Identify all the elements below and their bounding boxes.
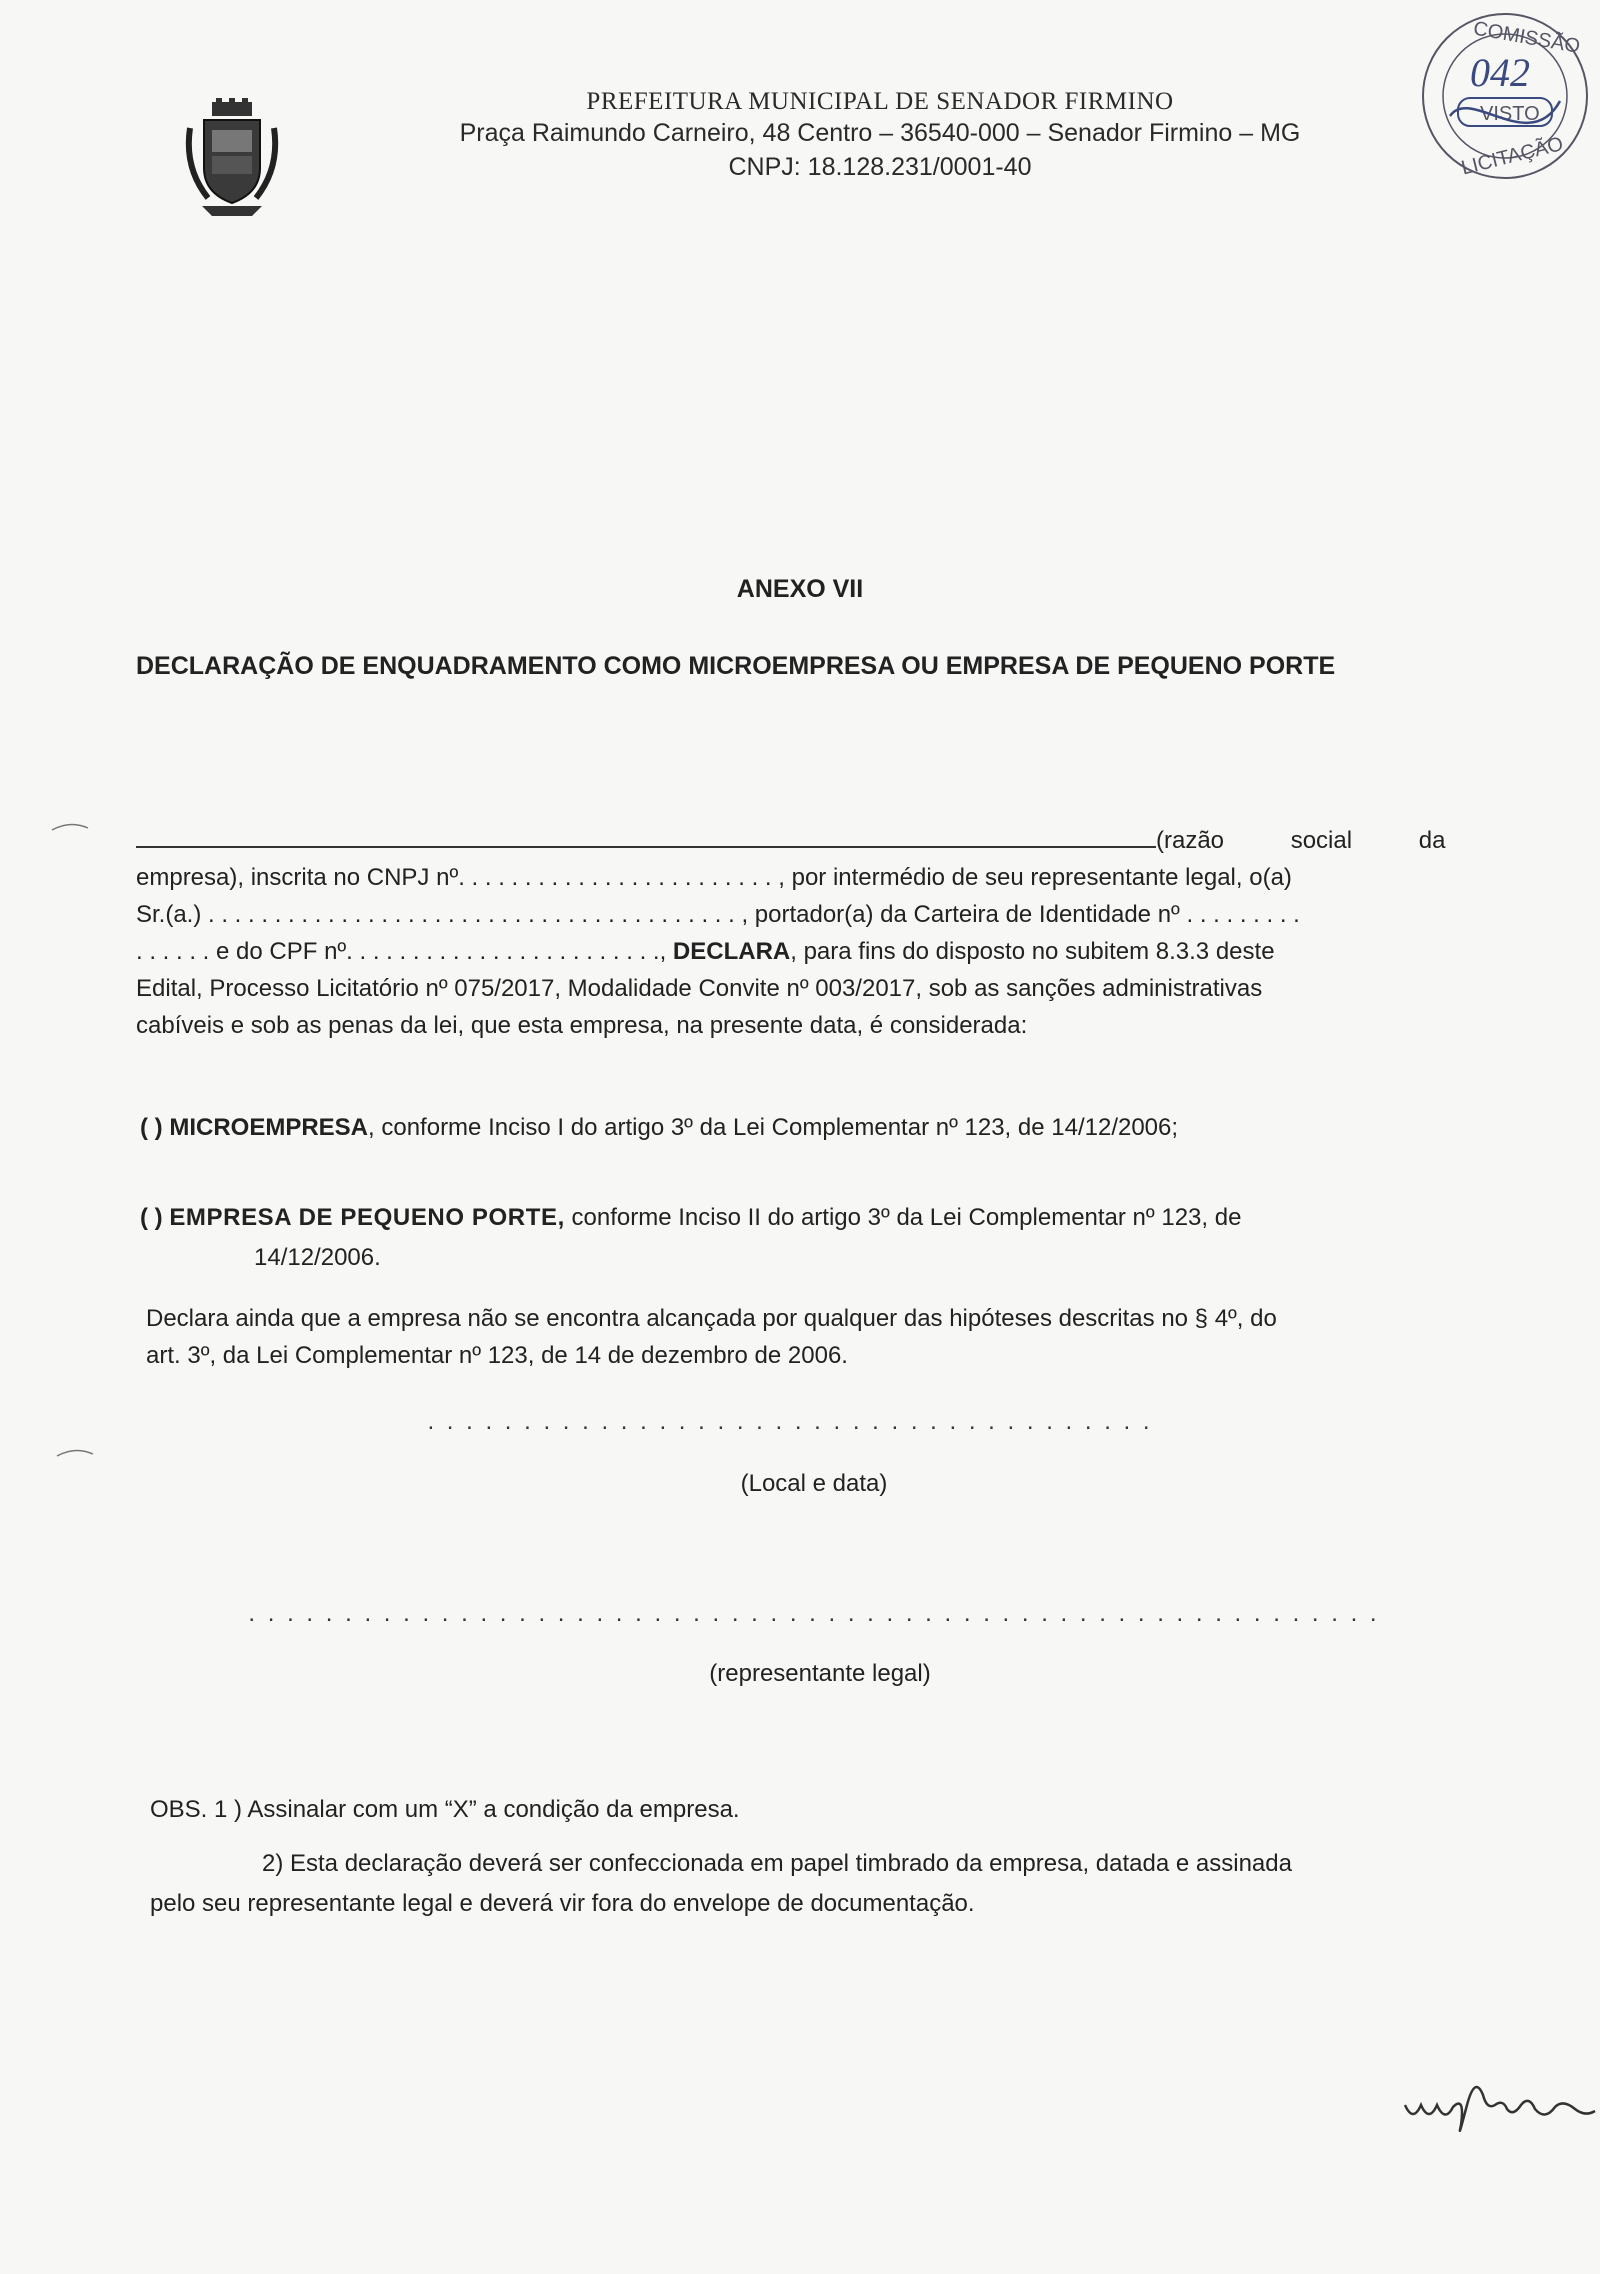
option-microempresa (140, 1108, 1480, 1148)
observation-1: OBS. 1 ) Assinalar com um “X” a condição da empresa. (150, 1796, 740, 1823)
stamp-bottom-text: LICITAÇÃO (1459, 132, 1566, 180)
epp-checkbox[interactable]: ( ) (140, 1204, 163, 1231)
margin-mark (50, 820, 90, 834)
company-name-blank (136, 824, 1156, 848)
stamp-top-text: COMISSÃO (1471, 17, 1582, 58)
annex-title: ANEXO VII (736, 575, 864, 603)
body-line-4-bold: DECLARA (672, 938, 791, 965)
representative-signature-field[interactable]: . . . . . . . . . . . . . . . . . . . . . . . . . . . . . . . . . . . . . . . . . . . . . . . . . . . . . . . . . . . (248, 1600, 1380, 1627)
place-date-field[interactable]: . . . . . . . . . . . . . . . . . . . . . . . . . . . . . . . . . . . . . . (427, 1408, 1153, 1435)
representative-label: (representante legal) (709, 1660, 931, 1687)
municipality-address: Praça Raimundo Carneiro, 48 Centro – 36540-000 – Senador Firmino – MG (459, 119, 1301, 147)
microempresa-text: , conforme Inciso I do artigo 3º da Lei Complementar nº 123, de 14/12/2006; (368, 1114, 1179, 1141)
body-line-2: empresa), inscrita no CNPJ nº. . . . . . . . . . . . . . . . . . . . . . . . , por intermédio de seu representante legal, o(a) (136, 864, 1292, 891)
body-line-4-prefix: . . . . . . e do CPF nº. . . . . . . . . . . . . . . . . . . . . . . ., (136, 938, 673, 965)
handwritten-initials (1395, 2065, 1600, 2145)
body-line-6: cabíveis e sob as penas da lei, que esta empresa, na presente data, é considerada: (136, 1012, 1028, 1039)
body-line-5: Edital, Processo Licitatório nº 075/2017, Modalidade Convite nº 003/2017, sob as sanções administrativas (136, 975, 1263, 1002)
commission-stamp (1410, 6, 1600, 191)
stamp-middle-text: VISTO (1480, 103, 1540, 125)
municipality-title: PREFEITURA MUNICIPAL DE SENADOR FIRMINO (586, 88, 1174, 115)
body-line-1-suffix: (razão social da (1156, 827, 1446, 854)
observation-2-block (150, 1844, 1490, 1924)
option-epp (140, 1198, 1480, 1278)
observation-2-line-1: 2) Esta declaração deverá ser confeccionada em papel timbrado da empresa, datada e assinada (262, 1850, 1292, 1877)
declaration-body (136, 822, 1480, 1044)
microempresa-checkbox[interactable]: ( ) (140, 1114, 163, 1141)
body-line-3: Sr.(a.) . . . . . . . . . . . . . . . . . . . . . . . . . . . . . . . . . . . . . . . . , portador(a) da Carteira de Identidade nº . . . . . . . . . (136, 901, 1300, 928)
declaration-title: DECLARAÇÃO DE ENQUADRAMENTO COMO MICROEMPRESA OU EMPRESA DE PEQUENO PORTE (136, 652, 1336, 680)
municipality-cnpj: CNPJ: 18.128.231/0001-40 (728, 153, 1032, 181)
coat-of-arms-icon (182, 98, 282, 218)
epp-label: EMPRESA DE PEQUENO PORTE, (169, 1204, 565, 1231)
margin-mark (55, 1446, 95, 1460)
epp-text: conforme Inciso II do artigo 3º da Lei Complementar nº 123, de (564, 1204, 1242, 1231)
observation-2-line-2: pelo seu representante legal e deverá vir fora do envelope de documentação. (150, 1890, 975, 1917)
observations (150, 1790, 1490, 1830)
additional-declaration (146, 1300, 1490, 1374)
body-line-4-suffix: , para fins do disposto no subitem 8.3.3 deste (790, 938, 1275, 965)
additional-declaration-line-1: Declara ainda que a empresa não se encontra alcançada por qualquer das hipóteses descritas no § 4º, do (146, 1305, 1277, 1332)
additional-declaration-line-2: art. 3º, da Lei Complementar nº 123, de 14 de dezembro de 2006. (146, 1342, 848, 1369)
stamp-number: 042 (1470, 50, 1530, 95)
microempresa-label: MICROEMPRESA (169, 1114, 369, 1141)
place-date-label: (Local e data) (740, 1470, 888, 1497)
letterhead (380, 88, 1380, 184)
epp-date: 14/12/2006. (254, 1244, 381, 1271)
